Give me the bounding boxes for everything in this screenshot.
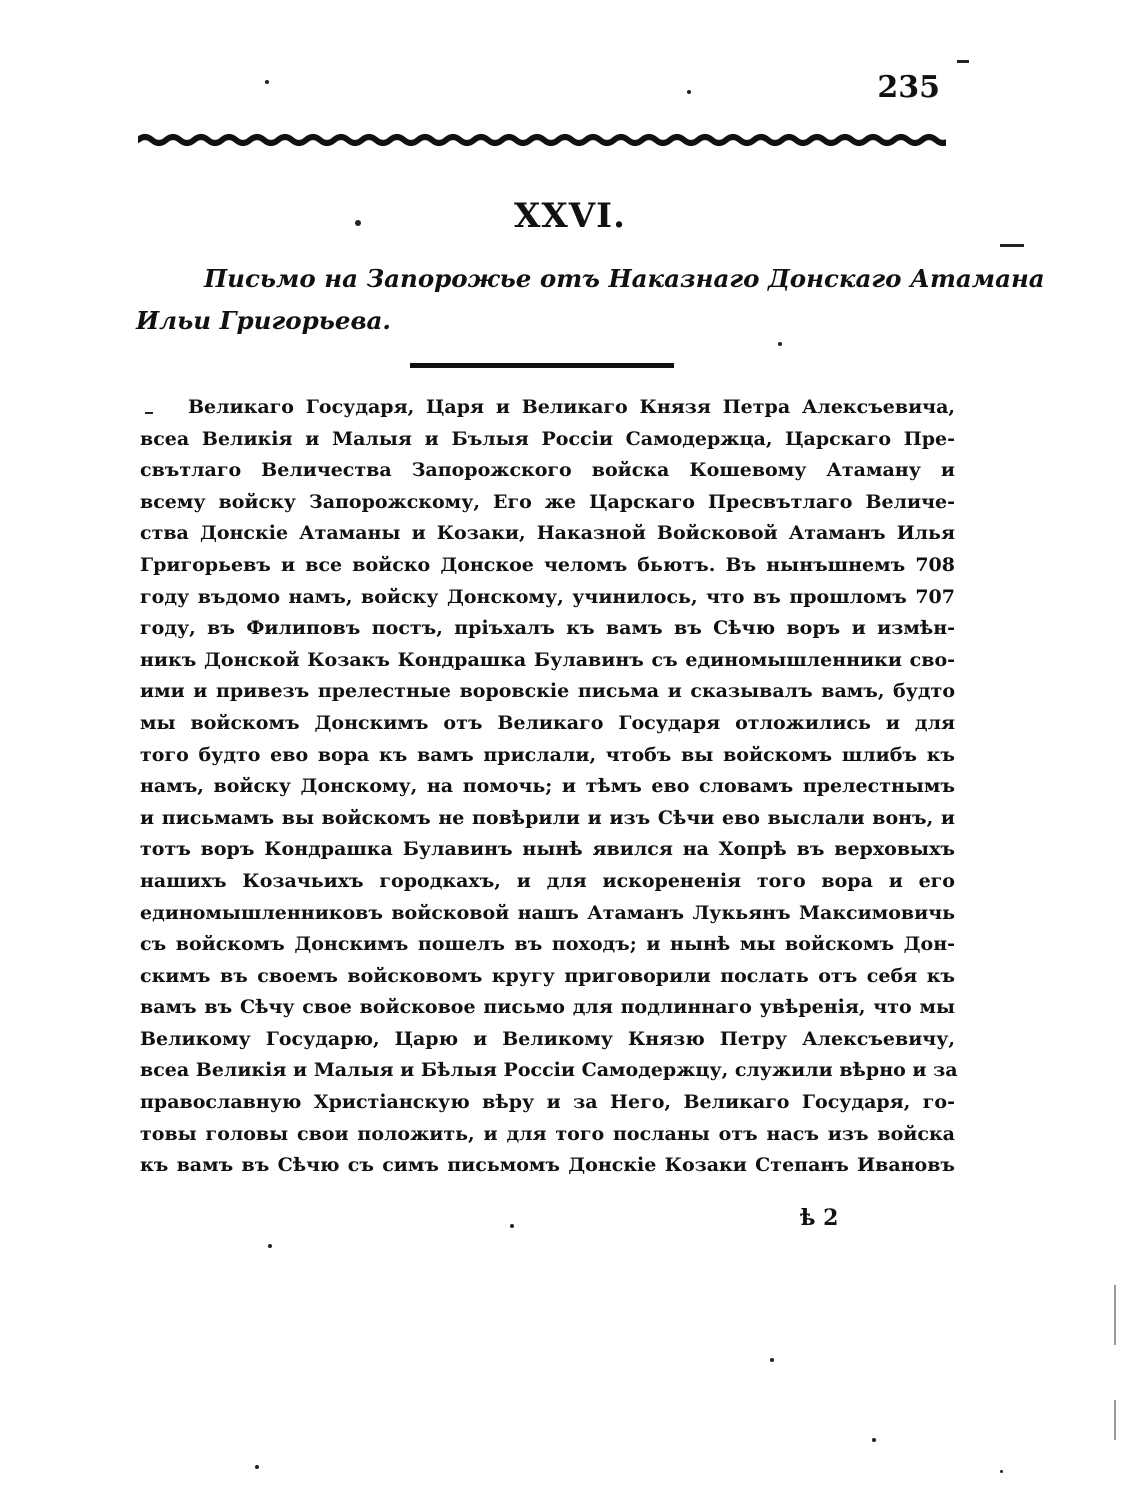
body-line: году, въ Филиповъ постъ, пріъхалъ къ вамъ въ Сѣчю воръ и измѣн- — [140, 617, 955, 640]
body-line: Григорьевъ и все войско Донское челомъ бьютъ. Въ нынъшнемъ 708 — [140, 553, 955, 576]
body-line: намъ, войску Донскому, на помочь; и тѣмъ ево словамъ прелестнымъ — [140, 775, 955, 798]
body-line: православную Христіанскую вѣру и за Него, Великаго Государя, го- — [140, 1091, 955, 1114]
section-numeral-heading: XXVI. — [514, 196, 626, 236]
scan-speck — [687, 90, 691, 94]
body-line: скимъ въ своемъ войсковомъ кругу приговорили послать отъ себя къ — [140, 964, 955, 987]
letter-body-text — [140, 392, 958, 1182]
body-line: тотъ воръ Кондрашка Булавинъ нынѣ явился на Хопрѣ въ верховыхъ — [140, 838, 955, 861]
body-line: мы войскомъ Донскимъ отъ Великаго Государя отложились и для — [140, 711, 955, 734]
body-line: Великаго Государя, Царя и Великаго Князя Петра Алексъевича, — [188, 396, 955, 418]
body-line: свътлаго Величества Запорожского войска Кошевому Атаману и — [140, 459, 955, 482]
body-line: и письмамъ вы войскомъ не повѣрили и изъ Сѣчи ево выслали вонъ, и — [140, 806, 955, 829]
scan-speck — [268, 1244, 272, 1248]
page-number: 235 — [877, 70, 940, 105]
scan-speck — [355, 220, 361, 226]
body-line: единомышленниковъ войсковой нашъ Атаманъ Лукьянъ Максимовичь — [140, 901, 955, 924]
title-underline-rule — [410, 363, 674, 368]
catchword-signature: ѣ 2 — [800, 1205, 839, 1231]
scan-mark — [1114, 1285, 1116, 1345]
letter-title-line-2: Ильи Григорьева. — [136, 306, 391, 335]
body-line: къ вамъ въ Сѣчю съ симъ письмомъ Донскіе Козаки Степанъ Ивановъ — [140, 1154, 955, 1177]
body-line: того будто ево вора къ вамъ прислали, чтобъ вы войскомъ шлибъ къ — [140, 743, 955, 766]
body-line: нашихъ Козачьихъ городкахъ, и для искорененія того вора и его — [140, 869, 955, 892]
scan-speck — [872, 1438, 876, 1442]
body-line: ими и привезъ прелестные воровскіе письма и сказывалъ вамъ, будто — [140, 680, 955, 703]
body-line: ства Донскіе Атаманы и Козаки, Наказной Войсковой Атаманъ Илья — [140, 522, 955, 545]
scan-speck — [510, 1224, 514, 1228]
scan-speck — [778, 342, 782, 346]
body-line: Великому Государю, Царю и Великому Князю Петру Алексъевичу, — [140, 1027, 955, 1050]
scan-speck — [1000, 1470, 1003, 1473]
body-line: вамъ въ Сѣчу свое войсковое письмо для подлиннаго увѣренія, что мы — [140, 996, 955, 1019]
scan-mark — [145, 412, 153, 414]
body-line: всеа Великія и Малыя и Бълыя Россіи Самодержца, Царскаго Пре- — [140, 427, 955, 450]
scan-mark — [1000, 244, 1024, 247]
wavy-divider-rule — [138, 126, 946, 154]
body-line: году въдомо намъ, войску Донскому, учинилось, что въ прошломъ 707 — [140, 585, 955, 608]
scan-mark — [957, 60, 969, 63]
body-line: всеа Великія и Малыя и Бѣлыя Россіи Самодержцу, служили вѣрно и за — [140, 1059, 958, 1082]
scan-speck — [255, 1465, 259, 1469]
scan-mark — [1114, 1400, 1116, 1440]
body-line: всему войску Запорожскому, Его же Царскаго Пресвътлаго Величе- — [140, 490, 955, 513]
body-line: никъ Донской Козакъ Кондрашка Булавинъ съ единомышленники сво- — [140, 648, 955, 671]
scan-speck — [770, 1358, 774, 1362]
scan-speck — [265, 80, 269, 84]
body-line: товы головы свои положить, и для того посланы отъ насъ изъ войска — [140, 1122, 955, 1145]
body-line: съ войскомъ Донскимъ пошелъ въ походъ; и нынѣ мы войскомъ Дон- — [140, 933, 955, 956]
letter-title — [136, 258, 1045, 342]
letter-title-line-1: Письмо на Запорожье отъ Наказнаго Донскаго Атамана — [204, 264, 1045, 293]
